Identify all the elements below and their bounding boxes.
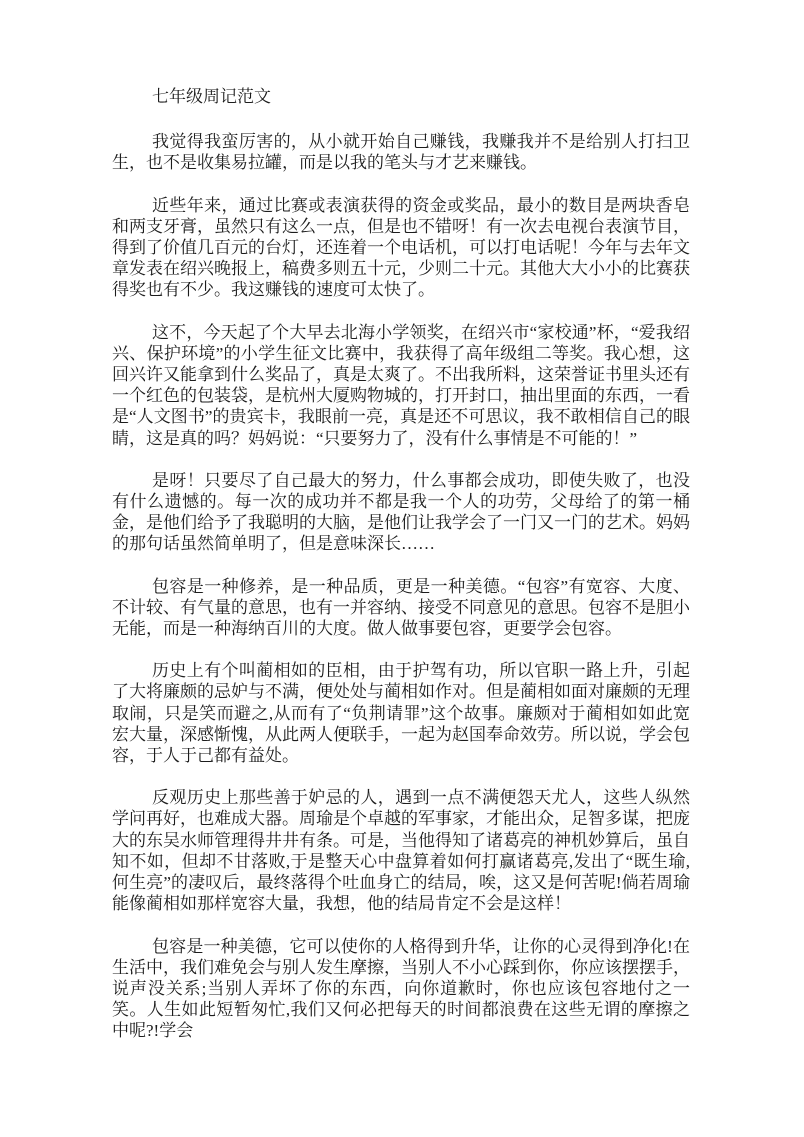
essay-paragraph-2: 近些年来，通过比赛或表演获得的资金或奖品，最小的数目是两块香皂和两支牙膏，虽然只有这么一点，但是也不错呀！有一次去电视台表演节目，得到了价值几百元的台灯，还连着一个电话机，可以打电话呢！今年与去年文章发表在绍兴晚报上，稿费多则五十元，少则二十元。其他大大小小的比赛获得奖也有不少。我这赚钱的速度可太快了。 [112,195,690,300]
document-content [112,86,690,1042]
essay-paragraph-6: 历史上有个叫蔺相如的臣相，由于护驾有功，所以官职一路上升，引起了大将廉颇的忌妒与不满，便处处与蔺相如作对。但是蔺相如面对廉颇的无理取闹，只是笑而避之,从而有了“负荆请罪”这个故事。廉颇对于蔺相如如此宽宏大量，深感惭愧，从此两人便联手，一起为赵国奉命效劳。所以说，学会包容，于人于己都有益处。 [112,661,690,766]
essay-paragraph-1: 我觉得我蛮厉害的，从小就开始自己赚钱，我赚我并不是给别人打扫卫生，也不是收集易拉罐，而是以我的笔头与才艺来赚钱。 [112,132,690,173]
document-title: 七年级周记范文 [152,87,271,106]
essay-paragraph-3: 这不，今天起了个大早去北海小学领奖，在绍兴市“家校通”杯，“爱我绍兴、保护环境”的小学生征文比赛中，我获得了高年级组二等奖。我心想，这回兴许又能拿到什么奖品了，真是太爽了。不出我所料，这荣誉证书里头还有一个红色的包装袋，是杭州大厦购物城的，打开封口，抽出里面的东西，一看是“人文图书”的贵宾卡，我眼前一亮，真是还不可思议，我不敢相信自己的眼睛，这是真的吗？妈妈说：“只要努力了，没有什么事情是不可能的！” [112,322,690,448]
essay-paragraph-7: 反观历史上那些善于妒忌的人，遇到一点不满便怨天尤人，这些人纵然学问再好，也难成大器。周瑜是个卓越的军事家，才能出众，足智多谋，把庞大的东吴水师管理得井井有条。可是，当他得知了诸葛亮的神机妙算后，虽自知不如，但却不甘落败,于是整天心中盘算着如何打赢诸葛亮,发出了“既生瑜,何生亮”的凄叹后，最终落得个吐血身亡的结局，唉，这又是何苦呢!倘若周瑜能像蔺相如那样宽容大量，我想，他的结局肯定不会是这样！ [112,788,690,914]
essay-paragraph-8: 包容是一种美德，它可以使你的人格得到升华，让你的心灵得到净化!在生活中，我们难免会与别人发生摩擦，当别人不小心踩到你，你应该摆摆手，说声没关系;当别人弄坏了你的东西，向你道歉时，你也应该包容地付之一笑。人生如此短暂匆忙,我们又何必把每天的时间都浪费在这些无谓的摩擦之中呢?!学会 [112,936,690,1041]
essay-paragraph-4: 是呀！只要尽了自己最大的努力，什么事都会成功，即使失败了，也没有什么遗憾的。每一次的成功并不都是我一个人的功劳，父母给了的第一桶金，是他们给予了我聪明的大脑，是他们让我学会了一门又一门的艺术。妈妈的那句话虽然简单明了，但是意味深长…… [112,470,690,554]
essay-paragraph-5: 包容是一种修养，是一种品质，更是一种美德。“包容”有宽容、大度、不计较、有气量的意思，也有一并容纳、接受不同意见的意思。包容不是胆小无能，而是一种海纳百川的大度。做人做事要包容，更要学会包容。 [112,576,690,639]
